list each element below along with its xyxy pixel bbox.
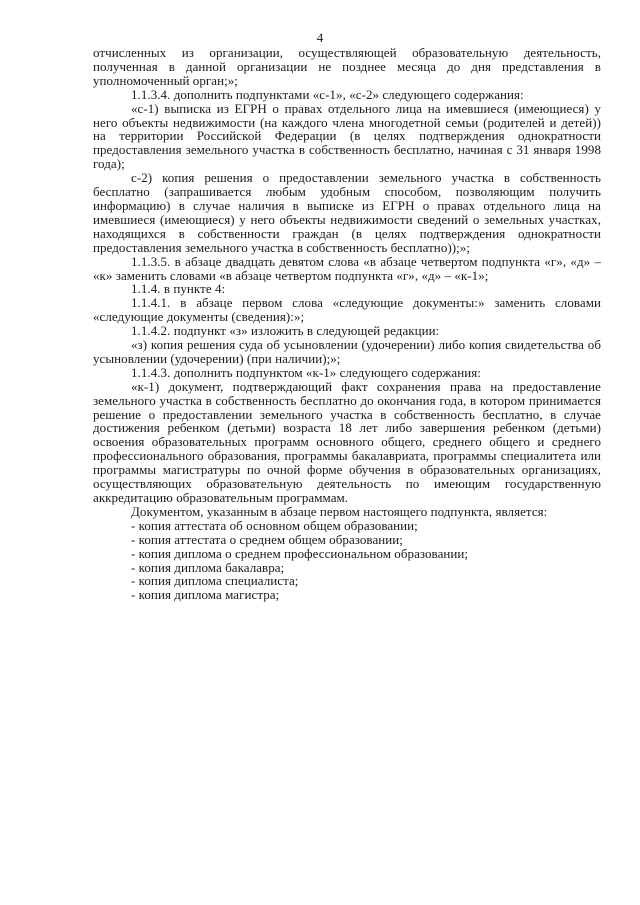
list-item: - копия аттестата о среднем общем образовании; — [131, 531, 403, 547]
paragraph-1-1-4: 1.1.4. в пункте 4: — [131, 281, 226, 297]
paragraph-document-list-intro: Документом, указанным в абзаце первом настоящего подпункта, является: — [131, 503, 548, 519]
paragraph-continuation: отчисленных из организации, осуществляющей образовательную деятельность, полученная в данной организации не позднее месяца до дня представления в уполномоченный орган;»; — [93, 45, 601, 88]
document-body — [93, 46, 601, 602]
paragraph-c-2: с-2) копия решения о предоставлении земельного участка в собственность бесплатно (запрашивается любым удобным способом, позволяющим получить информацию) в случае наличия в выписке из ЕГРН о правах отдельного лица на имевшиеся (имеющиеся) у него объекты недвижимости сведений о земельных участках, находящихся в собственности граждан (в целях подтверждения однократности предоставления земельного участка в собственность бесплатно));»; — [93, 170, 601, 255]
list-item: - копия диплома бакалавра; — [131, 559, 285, 575]
paragraph-1-1-3-5: 1.1.3.5. в абзаце двадцать девятом слова «в абзаце четвертом подпункта «г», «д» – «к» заменить словами «в абзаце четвертом подпункта «г», «д» – «к-1»; — [93, 253, 601, 283]
paragraph-1-1-3-4: 1.1.3.4. дополнить подпунктами «с-1», «с-2» следующего содержания: — [131, 86, 524, 102]
paragraph-c-1: «с-1) выписка из ЕГРН о правах отдельного лица на имевшиеся (имеющиеся) у него объекты недвижимости (на каждого члена многодетной семьи (родителей и детей)) на территории Российской Федерации (в целях подтверждения однократности предоставления земельного участка в собственность бесплатно, начиная с 31 января 1998 года); — [93, 100, 601, 172]
list-item: - копия диплома магистра; — [131, 587, 280, 603]
list-item: - копия аттестата об основном общем образовании; — [131, 517, 418, 533]
list-item: - копия диплома специалиста; — [131, 573, 299, 589]
paragraph-1-1-4-3: 1.1.4.3. дополнить подпунктом «к-1» следующего содержания: — [131, 364, 481, 380]
paragraph-1-1-4-1: 1.1.4.1. в абзаце первом слова «следующие документы:» заменить словами «следующие документы (сведения):»; — [93, 295, 601, 325]
paragraph-z: «з) копия решения суда об усыновлении (удочерении) либо копия свидетельства об усыновлении (удочерении) (при наличии);»; — [93, 337, 601, 366]
list-item: - копия диплома о среднем профессиональном образовании; — [131, 545, 469, 561]
paragraph-k-1: «к-1) документ, подтверждающий факт сохранения права на предоставление земельного участка в собственность бесплатно до окончания года, в котором принимается решение о предоставлении земельного участка в собственность бесплатно, в случае достижения ребенком (детьми) возраста 18 лет либо завершения ребенком (детьми) освоения образовательных программ основного общего, среднего общего и среднего профессионального образования, программы бакалавриата, программы специалитета или программы магистратуры по очной форме обучения в образовательных организациях, осуществляющих образовательную деятельность по имеющим государственную аккредитацию образовательным программам. — [93, 378, 601, 505]
paragraph-1-1-4-2: 1.1.4.2. подпункт «з» изложить в следующей редакции: — [131, 323, 440, 339]
page-number: 4 — [316, 30, 324, 45]
